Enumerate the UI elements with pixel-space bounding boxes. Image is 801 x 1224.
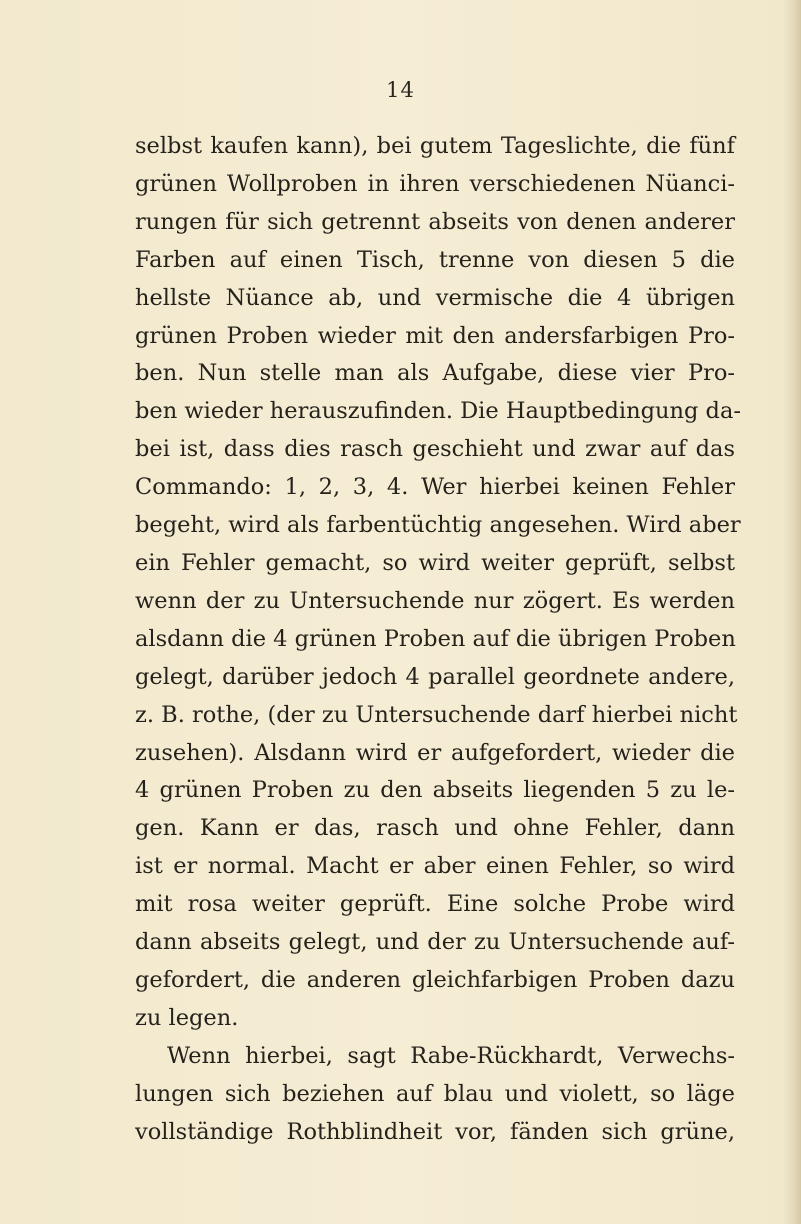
text-line: hellste Nüance ab, und vermische die 4 übrigen: [135, 284, 735, 311]
text-line: begeht, wird als farbentüchtig angesehen. Wird aber: [135, 512, 741, 539]
text-line: gefordert, die anderen gleichfarbigen Proben dazu: [135, 966, 735, 993]
text-line: grünen Wollproben in ihren verschiedenen Nüanci-: [135, 170, 735, 197]
page-number: 14: [386, 78, 415, 102]
text-line: rungen für sich getrennt abseits von denen anderer: [135, 208, 735, 235]
text-line: Farben auf einen Tisch, trenne von diesen 5 die: [135, 246, 735, 273]
text-line: ein Fehler gemacht, so wird weiter geprüft, selbst: [135, 549, 735, 576]
text-line: bei ist, dass dies rasch geschieht und zwar auf das: [135, 436, 735, 463]
text-line: 4 grünen Proben zu den abseits liegenden 5 zu le-: [135, 777, 735, 804]
text-line: Wenn hierbei, sagt Rabe-Rückhardt, Verwechs-: [167, 1042, 735, 1069]
text-line: ist er normal. Macht er aber einen Fehler, so wird: [135, 853, 735, 880]
text-line: zusehen). Alsdann wird er aufgefordert, wieder die: [135, 739, 735, 766]
text-line: Commando: 1, 2, 3, 4. Wer hierbei keinen Fehler: [135, 474, 735, 501]
text-line: ben wieder herauszufinden. Die Hauptbedingung da-: [135, 398, 741, 425]
text-line: zu legen.: [135, 1004, 239, 1031]
body-text: [135, 128, 741, 1151]
text-line: grünen Proben wieder mit den andersfarbigen Pro-: [135, 322, 735, 349]
text-line: z. B. rothe, (der zu Untersuchende darf hierbei nicht: [135, 701, 738, 728]
text-line: mit rosa weiter geprüft. Eine solche Probe wird: [135, 891, 735, 918]
text-line: selbst kaufen kann), bei gutem Tageslichte, die fünf: [135, 133, 735, 159]
text-line: vollständige Rothblindheit vor, fänden sich grüne,: [135, 1118, 735, 1145]
text-line: dann abseits gelegt, und der zu Untersuchende auf-: [135, 929, 735, 956]
text-line: gen. Kann er das, rasch und ohne Fehler, dann: [135, 815, 735, 842]
text-line: alsdann die 4 grünen Proben auf die übrigen Proben: [135, 625, 736, 652]
text-line: gelegt, darüber jedoch 4 parallel geordnete andere,: [135, 663, 735, 690]
text-line: ben. Nun stelle man als Aufgabe, diese vier Pro-: [135, 360, 735, 387]
text-line: wenn der zu Untersuchende nur zögert. Es werden: [135, 587, 735, 614]
text-line: lungen sich beziehen auf blau und violett, so läge: [135, 1080, 735, 1107]
page-edge-shadow: [783, 0, 801, 1224]
